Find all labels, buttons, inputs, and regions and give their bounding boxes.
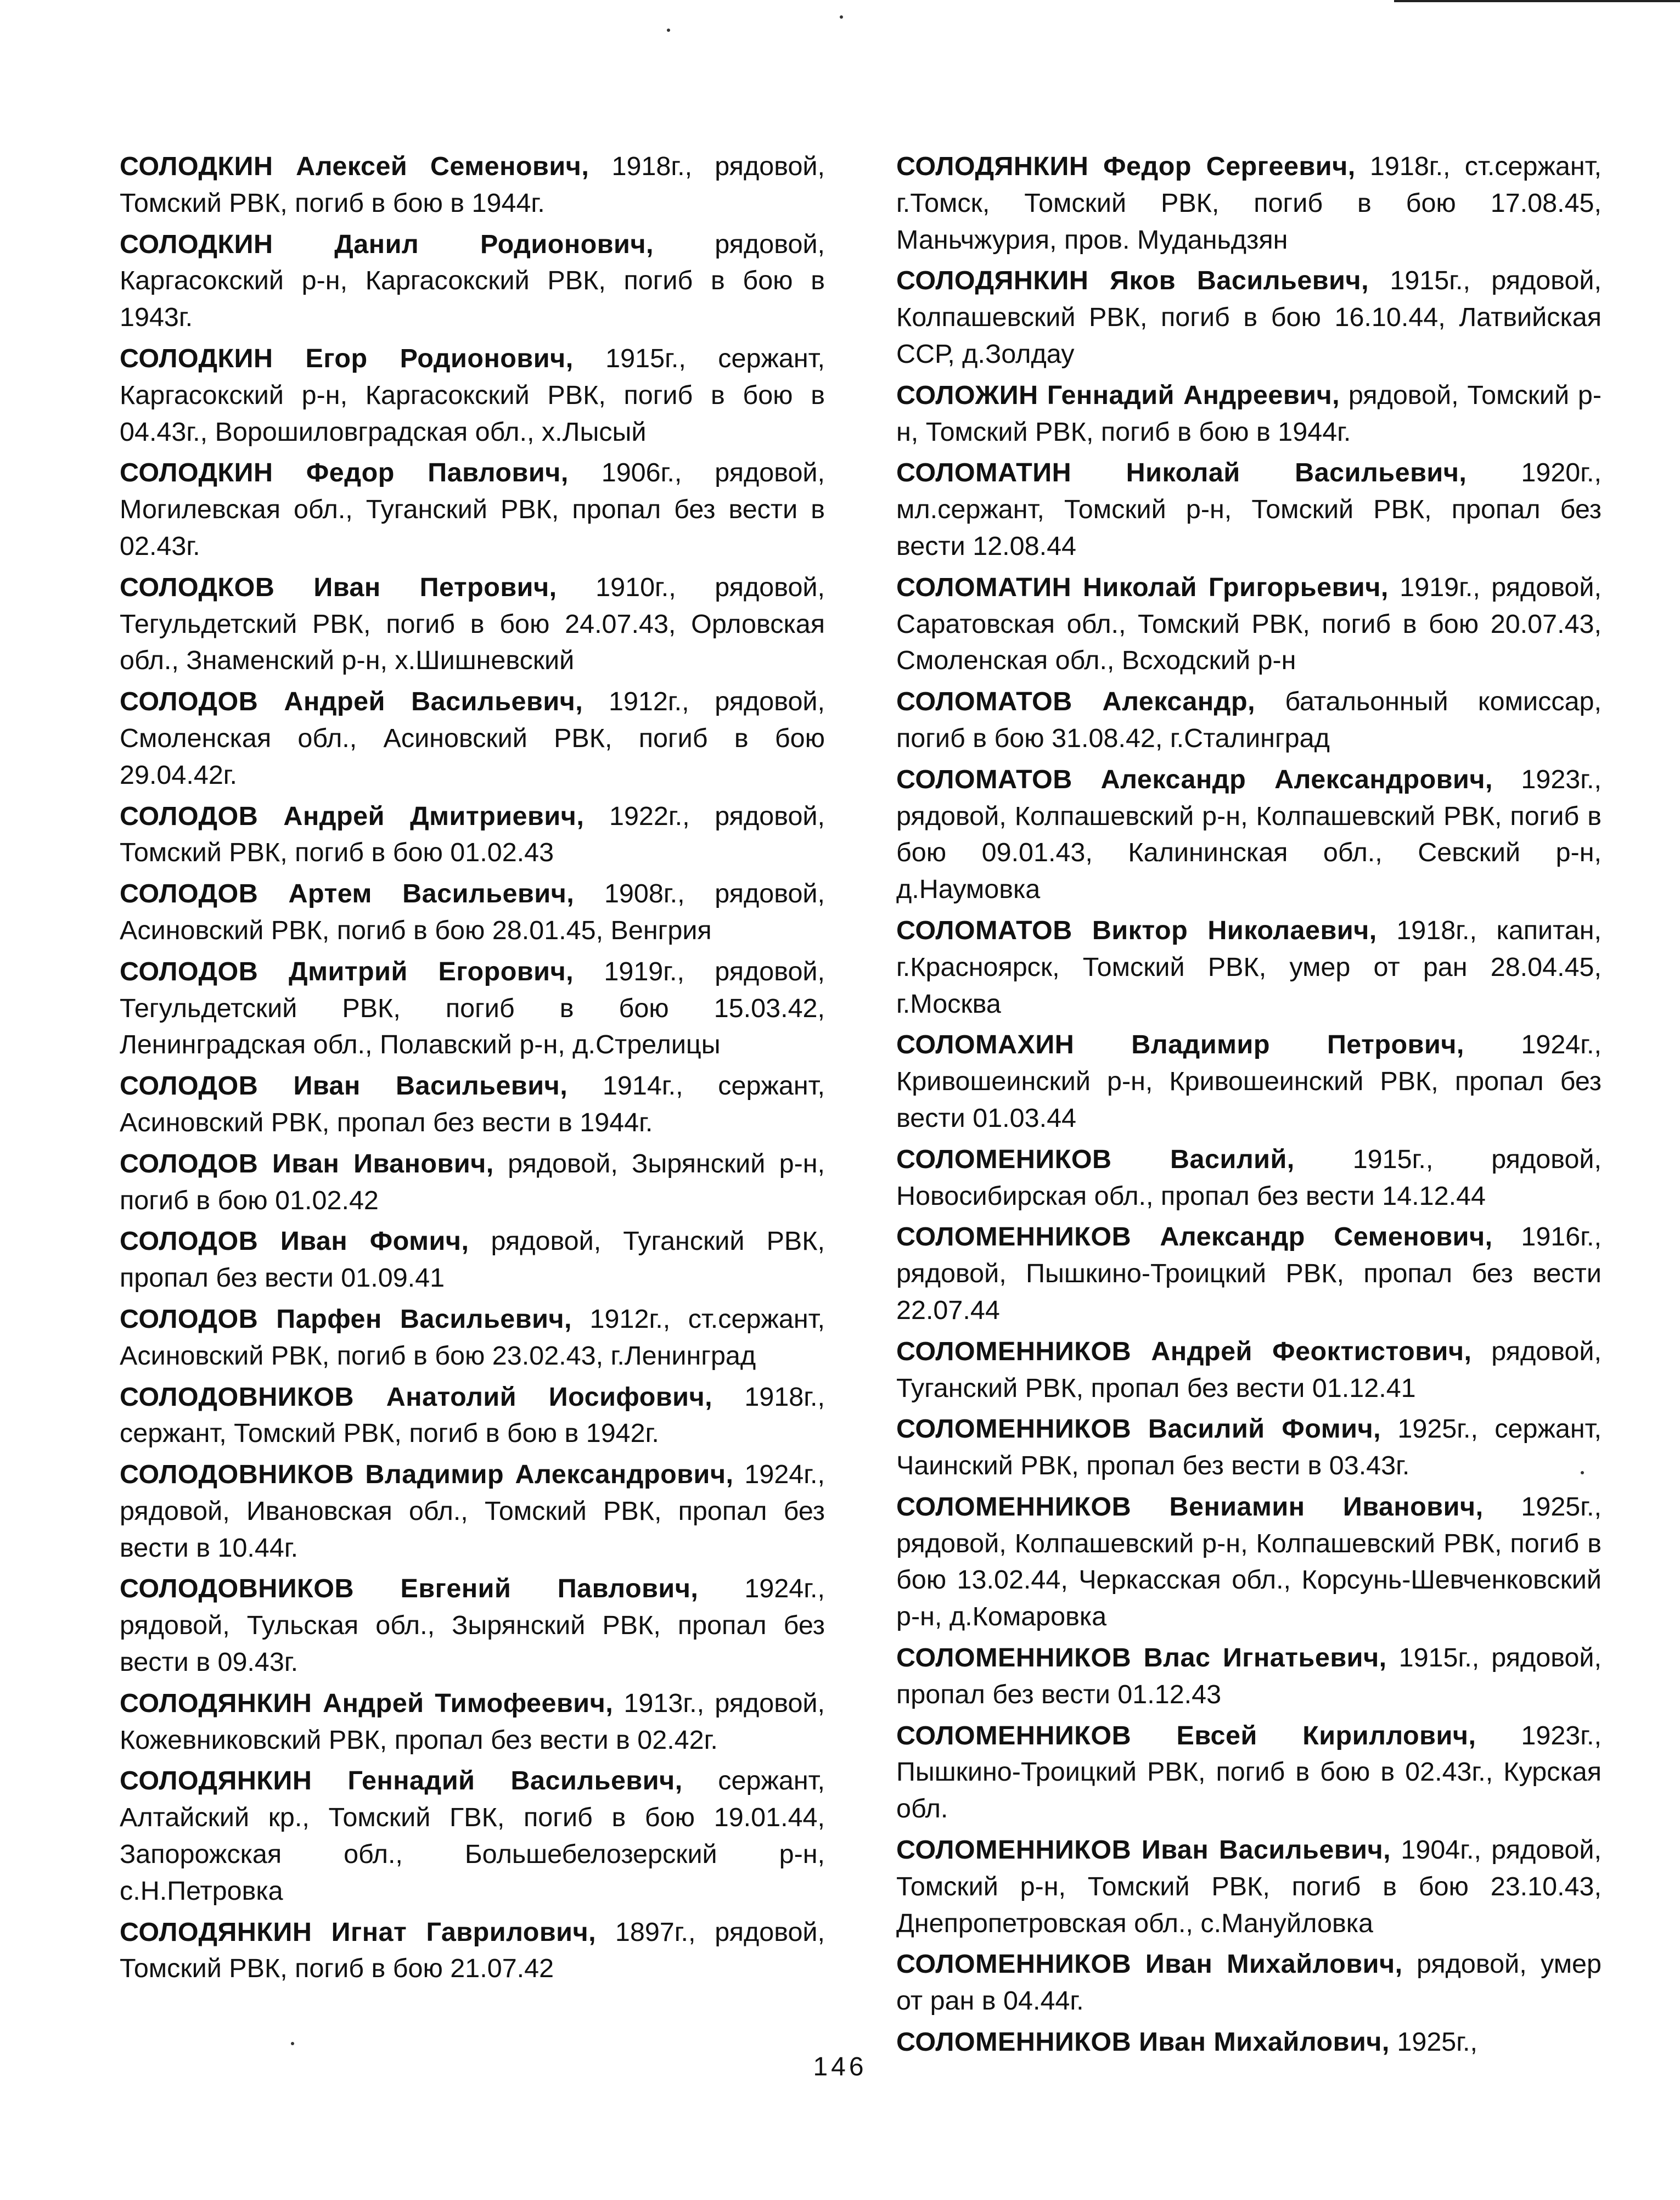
casualty-entry [120, 1570, 825, 1680]
scan-speck [840, 15, 843, 19]
casualty-entry [896, 569, 1602, 679]
entry-details: 1918г., ст.сержант, г.Томск, Томский РВК, погиб в бою 17.08.45, Маньчжурия, пров. Муданьдзян [896, 151, 1602, 255]
casualty-entry [896, 1946, 1602, 2019]
casualty-entry [896, 1026, 1602, 1136]
entry-details: 1925г., сержант, Чаинский РВК, пропал без вести в 03.43г. [896, 1414, 1602, 1481]
entry-details: рядовой, Каргасокский р-н, Каргасокский РВК, погиб в бою в 1943г. [120, 229, 825, 333]
entry-details: рядовой, Томский р-н, Томский РВК, погиб в бою в 1944г. [896, 380, 1602, 447]
casualty-entry [120, 1223, 825, 1297]
casualty-entry [120, 1379, 825, 1452]
scan-speck [291, 2042, 294, 2045]
entry-details: батальонный комиссар, погиб в бою 31.08.42, г.Сталинград [896, 687, 1602, 753]
entry-details: 1906г., рядовой, Могилевская обл., Туганский РВК, пропал без вести в 02.43г. [120, 458, 825, 561]
entry-name: СОЛОДЯНКИН Геннадий Васильевич, [120, 1766, 683, 1796]
entry-name: СОЛОДОВ Артем Васильевич, [120, 879, 575, 909]
entry-details: 1913г., рядовой, Кожевниковский РВК, пропал без вести в 02.42г. [120, 1688, 825, 1755]
casualty-entry [896, 1141, 1602, 1215]
entry-details: 1922г., рядовой, Томский РВК, погиб в бою 01.02.43 [120, 801, 825, 868]
entry-details: 1915г., рядовой, пропал без вести 01.12.43 [896, 1643, 1602, 1709]
entry-name: СОЛОДЯНКИН Андрей Тимофеевич, [120, 1688, 614, 1718]
entry-details: 1923г., рядовой, Колпашевский р-н, Колпашевский РВК, погиб в бою 09.01.43, Калининская обл., Севский р-н, д.Наумовка [896, 764, 1602, 905]
casualty-entry [896, 912, 1602, 1022]
entry-details: 1918г., рядовой, Томский РВК, погиб в бою в 1944г. [120, 151, 825, 218]
entry-name: СОЛОМЕННИКОВ Иван Михайлович, [896, 1949, 1403, 1979]
entry-details: 1918г., сержант, Томский РВК, погиб в бою в 1942г. [120, 1382, 825, 1449]
entry-details: 1915г., рядовой, Колпашевский РВК, погиб в бою 16.10.44, Латвийская ССР, д.Золдау [896, 266, 1602, 369]
entry-name: СОЛОМЕНИКОВ Василий, [896, 1144, 1295, 1174]
entry-details: 1908г., рядовой, Асиновский РВК, погиб в бою 28.01.45, Венгрия [120, 879, 825, 945]
entry-name: СОЛОДОВНИКОВ Анатолий Иосифович, [120, 1382, 713, 1412]
entry-name: СОЛОМАТОВ Александр, [896, 687, 1256, 717]
casualty-entry [896, 454, 1602, 564]
casualty-entry [120, 1763, 825, 1909]
entry-name: СОЛОМЕННИКОВ Андрей Феоктистович, [896, 1336, 1472, 1366]
casualty-entry [896, 262, 1602, 372]
casualty-entry [120, 1914, 825, 1988]
casualty-entry [120, 1685, 825, 1759]
entry-details: сержант, Алтайский кр., Томский ГВК, погиб в бою 19.01.44, Запорожская обл., Большебелозерский р-н, с.Н.Петровка [120, 1766, 825, 1906]
casualty-entry [120, 953, 825, 1063]
entry-name: СОЛОМЕННИКОВ Евсей Кириллович, [896, 1720, 1476, 1750]
casualty-entry [896, 1333, 1602, 1407]
casualty-entry [896, 377, 1602, 451]
casualty-entry [120, 454, 825, 564]
top-edge-rule [1394, 0, 1680, 2]
entry-name: СОЛОМЕННИКОВ Иван Васильевич, [896, 1835, 1391, 1865]
entry-name: СОЛОМАХИН Владимир Петрович, [896, 1030, 1464, 1060]
entry-name: СОЛОМЕННИКОВ Василий Фомич, [896, 1414, 1381, 1444]
casualty-entry [120, 340, 825, 450]
scan-speck [667, 29, 670, 32]
casualty-entry [896, 1489, 1602, 1635]
entry-details: 1918г., капитан, г.Красноярск, Томский РВК, умер от ран 28.04.45, г.Москва [896, 915, 1602, 1019]
entry-name: СОЛОМЕННИКОВ Иван Михайлович, [896, 2027, 1390, 2057]
casualty-entry [120, 875, 825, 949]
entry-name: СОЛОДЯНКИН Яков Васильевич, [896, 266, 1369, 296]
left-column [120, 148, 825, 1991]
entry-details: 1904г., рядовой, Томский р-н, Томский РВК, погиб в бою 23.10.43, Днепропетровская обл., с.Мануйловка [896, 1835, 1602, 1938]
entries-columns [120, 148, 1602, 2057]
entry-details: 1914г., сержант, Асиновский РВК, пропал без вести в 1944г. [120, 1071, 825, 1137]
entry-name: СОЛОДОВ Иван Фомич, [120, 1226, 469, 1256]
entry-details: 1924г., Кривошеинский р-н, Кривошеинский РВК, пропал без вести 01.03.44 [896, 1030, 1602, 1133]
casualty-entry [120, 226, 825, 336]
casualty-entry [896, 761, 1602, 908]
entry-name: СОЛОМАТИН Николай Васильевич, [896, 458, 1467, 488]
entry-details: 1924г., рядовой, Тульская обл., Зырянский РВК, пропал без вести в 09.43г. [120, 1574, 825, 1677]
entry-name: СОЛОДОВ Иван Иванович, [120, 1148, 494, 1178]
entry-details: 1912г., рядовой, Смоленская обл., Асиновский РВК, погиб в бою 29.04.42г. [120, 687, 825, 790]
entry-details: 1915г., сержант, Каргасокский р-н, Каргасокский РВК, погиб в бою в 04.43г., Ворошиловградская обл., х.Лысый [120, 343, 825, 447]
entry-details: 1924г., рядовой, Ивановская обл., Томский РВК, пропал без вести в 10.44г. [120, 1460, 825, 1563]
entry-details: 1912г., ст.сержант, Асиновский РВК, погиб в бою 23.02.43, г.Ленинград [120, 1304, 825, 1371]
entry-details: 1925г., [1389, 2027, 1477, 2057]
casualty-entry [896, 683, 1602, 757]
entry-name: СОЛОДКОВ Иван Петрович, [120, 572, 557, 602]
entry-name: СОЛОДОВ Иван Васильевич, [120, 1071, 568, 1101]
entry-details: 1897г., рядовой, Томский РВК, погиб в бою 21.07.42 [120, 1917, 825, 1984]
casualty-entry [120, 798, 825, 872]
entry-details: рядовой, Зырянский р-н, погиб в бою 01.02.42 [120, 1148, 825, 1215]
casualty-entry [896, 1411, 1602, 1484]
entry-name: СОЛОМАТОВ Александр Александрович, [896, 764, 1493, 794]
entry-details: 1923г., Пышкино-Троицкий РВК, погиб в бою в 02.43г., Курская обл. [896, 1720, 1602, 1824]
entry-name: СОЛОДКИН Алексей Семенович, [120, 151, 589, 181]
entry-name: СОЛОДОВ Дмитрий Егорович, [120, 956, 574, 986]
casualty-entry [120, 569, 825, 679]
entry-name: СОЛОДОВ Андрей Дмитриевич, [120, 801, 585, 831]
entry-details: рядовой, Туганский РВК, пропал без вести 01.12.41 [896, 1336, 1602, 1403]
casualty-entry [120, 683, 825, 793]
casualty-entry [120, 148, 825, 222]
entry-details: рядовой, Туганский РВК, пропал без вести 01.09.41 [120, 1226, 825, 1293]
entry-details: 1925г., рядовой, Колпашевский р-н, Колпашевский РВК, погиб в бою 13.02.44, Черкасская обл., Корсунь-Шевченковский р-н, д.Комаровка [896, 1491, 1602, 1632]
casualty-entry [120, 1301, 825, 1374]
casualty-entry [896, 1718, 1602, 1827]
page-number: 146 [813, 2052, 867, 2081]
entry-name: СОЛОДКИН Данил Родионович, [120, 229, 654, 259]
entry-details: 1919г., рядовой, Тегульдетский РВК, погиб в бою 15.03.42, Ленинградская обл., Полавский р-н, д.Стрелицы [120, 956, 825, 1060]
entry-name: СОЛОДКИН Федор Павлович, [120, 458, 569, 488]
entry-details: 1919г., рядовой, Саратовская обл., Томский РВК, погиб в бою 20.07.43, Смоленская обл., Всходский р-н [896, 572, 1602, 676]
entry-details: 1915г., рядовой, Новосибирская обл., пропал без вести 14.12.44 [896, 1144, 1602, 1211]
entry-details: рядовой, умер от ран в 04.44г. [896, 1949, 1602, 2016]
entry-details: 1916г., рядовой, Пышкино-Троицкий РВК, пропал без вести 22.07.44 [896, 1222, 1602, 1325]
casualty-entry [896, 1640, 1602, 1713]
casualty-entry [896, 1219, 1602, 1328]
entry-name: СОЛОМЕННИКОВ Вениамин Иванович, [896, 1491, 1484, 1522]
casualty-entry [120, 1068, 825, 1141]
entry-name: СОЛОМЕННИКОВ Александр Семенович, [896, 1222, 1493, 1252]
entry-name: СОЛОДОВНИКОВ Евгений Павлович, [120, 1574, 699, 1604]
entry-name: СОЛОДЯНКИН Игнат Гаврилович, [120, 1917, 597, 1947]
entry-name: СОЛОЖИН Геннадий Андреевич, [896, 380, 1340, 410]
entry-name: СОЛОДОВНИКОВ Владимир Александрович, [120, 1460, 734, 1490]
entry-name: СОЛОДКИН Егор Родионович, [120, 343, 574, 373]
casualty-entry [896, 148, 1602, 258]
right-column [896, 148, 1602, 2065]
entry-name: СОЛОМАТОВ Виктор Николаевич, [896, 915, 1377, 945]
entry-details: 1920г., мл.сержант, Томский р-н, Томский РВК, пропал без вести 12.08.44 [896, 458, 1602, 561]
casualty-entry [120, 1456, 825, 1566]
entry-name: СОЛОМАТИН Николай Григорьевич, [896, 572, 1389, 602]
entry-name: СОЛОДОВ Андрей Васильевич, [120, 687, 583, 717]
casualty-entry [896, 1832, 1602, 1941]
casualty-entry [120, 1146, 825, 1219]
entry-name: СОЛОМЕННИКОВ Влас Игнатьевич, [896, 1643, 1387, 1673]
entry-name: СОЛОДЯНКИН Федор Сергеевич, [896, 151, 1356, 181]
entry-details: 1910г., рядовой, Тегульдетский РВК, погиб в бою 24.07.43, Орловская обл., Знаменский р-н, х.Шишневский [120, 572, 825, 676]
entry-name: СОЛОДОВ Парфен Васильевич, [120, 1304, 572, 1334]
